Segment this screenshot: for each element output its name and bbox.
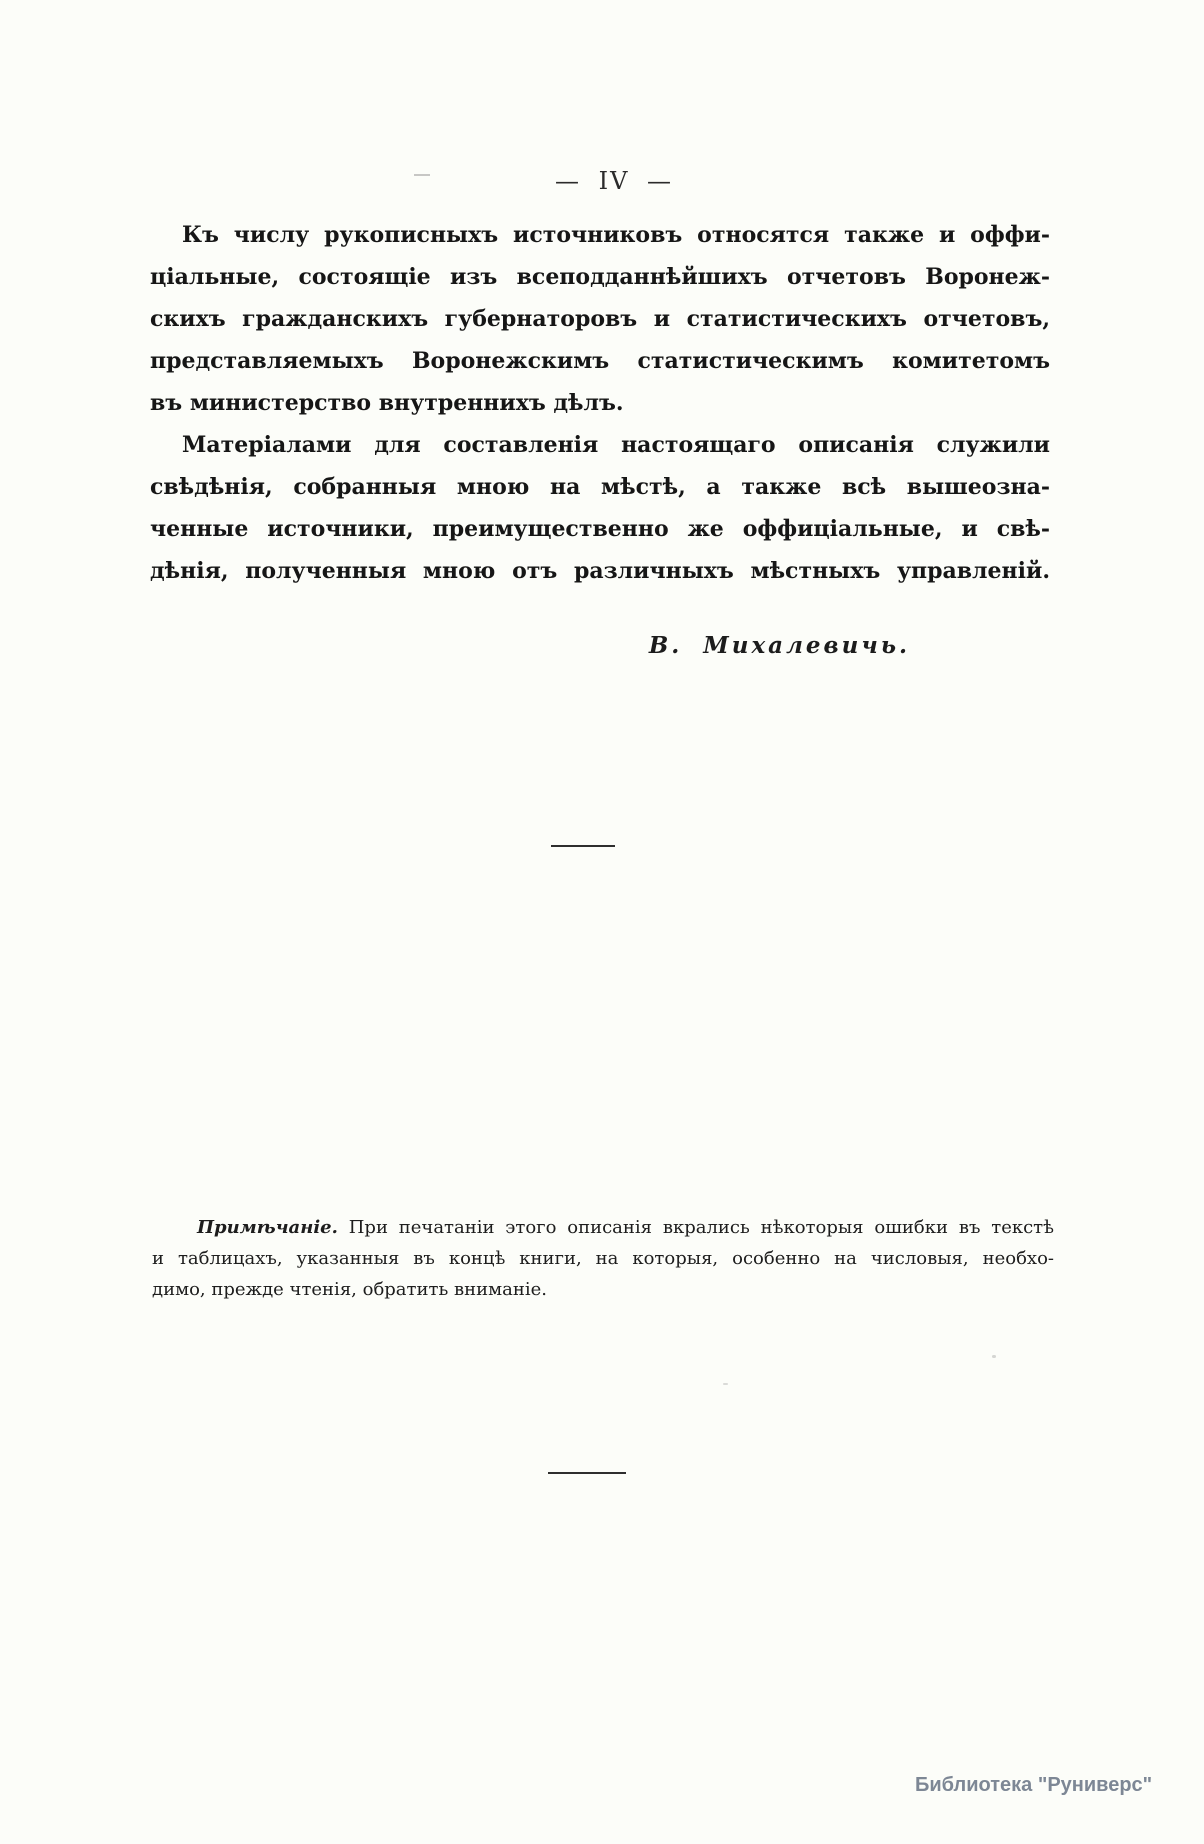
text-line: ченные источники, преимущественно же оффиціальные, и свѣ- bbox=[150, 516, 1050, 542]
paragraph-1 bbox=[150, 214, 1050, 424]
library-watermark: Библиотека "Руниверс" bbox=[915, 1774, 1153, 1796]
footnote-text: При печатаніи этого описанія вкрались нѣкоторыя ошибки въ текстѣ bbox=[348, 1217, 1054, 1238]
text-line: ціальные, состоящіе изъ всеподданнѣйшихъ отчетовъ Воронеж- bbox=[150, 264, 1050, 290]
text-line: свѣдѣнія, собранныя мною на мѣстѣ, а также всѣ вышеозна- bbox=[150, 474, 1050, 500]
main-text bbox=[150, 214, 1050, 592]
author-signature: В. Михалевичь. bbox=[648, 632, 910, 659]
scan-speck bbox=[992, 1355, 996, 1358]
section-divider bbox=[548, 1472, 626, 1474]
footnote-lead: Примѣчаніе. bbox=[197, 1217, 338, 1238]
text-line: представляемыхъ Воронежскимъ статистическимъ комитетомъ bbox=[150, 348, 1050, 374]
footnote-line: и таблицахъ, указанныя въ концѣ книги, на которыя, особенно на числовыя, необхо- bbox=[152, 1248, 1054, 1269]
footnote-line bbox=[152, 1212, 1054, 1243]
footnote-line: димо, прежде чтенія, обратить вниманіе. bbox=[152, 1279, 547, 1300]
page-number: — IV — bbox=[554, 167, 674, 195]
section-divider bbox=[551, 845, 615, 847]
text-line: Къ числу рукописныхъ источниковъ относятся также и оффи- bbox=[182, 222, 1050, 248]
text-line: скихъ гражданскихъ губернаторовъ и статистическихъ отчетовъ, bbox=[150, 306, 1050, 332]
text-line: дѣнія, полученныя мною отъ различныхъ мѣстныхъ управленій. bbox=[150, 558, 1050, 584]
paragraph-2 bbox=[150, 424, 1050, 592]
text-line: Матеріалами для составленія настоящаго описанія служили bbox=[182, 432, 1050, 458]
text-line: въ министерство внутреннихъ дѣлъ. bbox=[150, 390, 624, 416]
scan-speck bbox=[723, 1383, 728, 1385]
footnote bbox=[152, 1212, 1054, 1305]
